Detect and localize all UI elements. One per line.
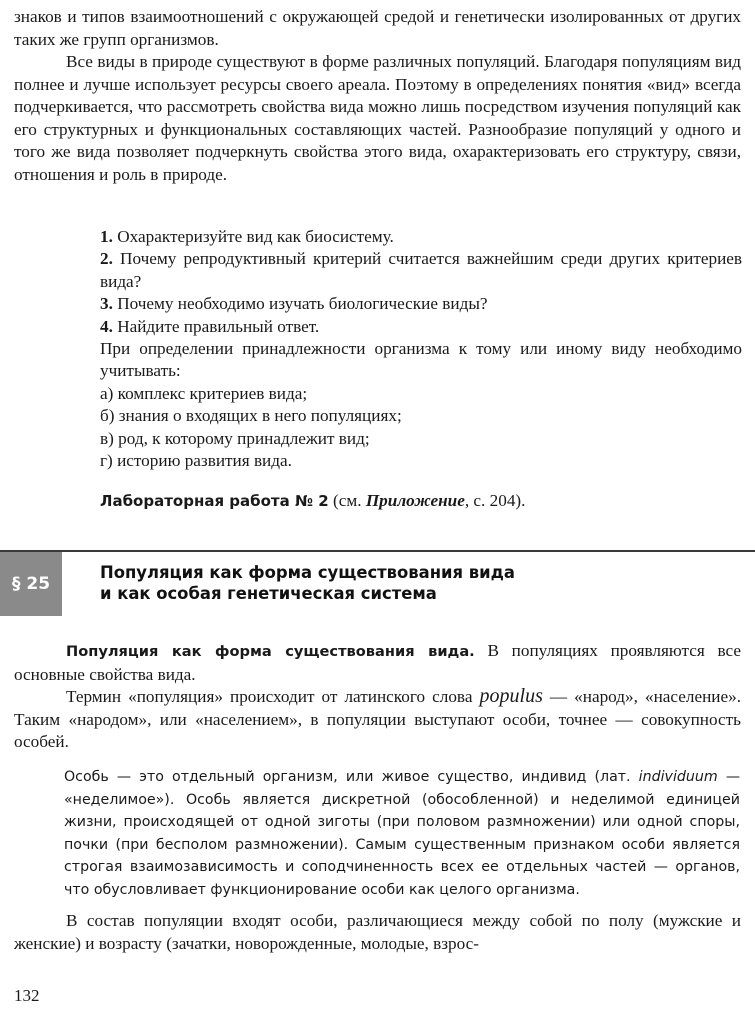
question-number: 4. [100,316,113,336]
question-text: Почему репродуктивный критерий считается важнейшим среди других критериев вида? [100,249,743,291]
question-number: 2. [100,249,113,269]
task-option-d: г) историю развития вида. [100,451,292,471]
definition-text: Особь — это отдельный организм, или живое существо, индивид (лат. [64,769,631,785]
question-text: Охарактеризуйте вид как биосистему. [117,227,394,246]
question-3 [100,293,742,315]
section-title-line-1: Популяция как форма существования вида [100,563,515,582]
paragraph-text: В популяциях проявляются все основные свойства вида. [14,641,741,684]
paragraph-population-form [14,640,741,686]
question-number: 3. [100,294,113,314]
task-stem: При определении принадлежности организма к тому или иному виду необходимо учитывать: [100,339,742,381]
question-2 [100,248,742,293]
lab-ref-close: , с. 204). [464,491,526,510]
question-4 [100,316,742,338]
paragraph-text: Термин «популяция» происходит от латинского слова [66,687,473,706]
definition-individual [64,766,740,902]
lab-appendix-link: Приложение [365,491,465,510]
section-title [100,562,515,604]
paragraph-text: — «народ», «население». Таким «народом», или «населением», в популяции выступают особи, точнее — совокупность особей. [14,687,741,751]
section-header [0,550,755,616]
review-questions [100,226,742,472]
paragraph-continued: знаков и типов взаимоотношений с окружающей средой и генетически изолированных от других таких же групп организмов. [14,7,741,49]
page-number: 132 [14,986,40,1005]
section-title-line-2: и как особая генетическая система [100,584,437,603]
lab-work-title: Лабораторная работа № 2 [100,492,329,510]
paragraph-species-populations: Все виды в природе существуют в форме различных популяций. Благодаря популяциям вид полнее и лучше использует ресурсы своего ареала. Поэтому в определениях понятия «вид» всегда подчеркивается, что рассмотреть свойства вида можно лишь посредством изучения популяций как его структурных и функциональных составляющих частей. Разнообразие популяций у одного и того же вида позволяет подчеркнуть свойства этого вида, охарактеризовать его структуру, связи, отношения и роль в природе. [14,52,741,184]
run-in-heading: Популяция как форма существования вида. [66,643,475,660]
latin-term: individuum [638,769,718,785]
task-option-b: б) знания о входящих в него популяциях; [100,406,402,426]
section-number-badge: § 25 [0,552,62,616]
question-1 [100,226,742,248]
section-divider [0,550,755,552]
task-option-c: в) род, к которому принадлежит вид; [100,428,370,448]
question-number: 1. [100,227,113,246]
question-text: Почему необходимо изучать биологические виды? [117,294,488,314]
latin-term: populus [479,685,543,707]
lab-work-reference [100,490,525,512]
paragraph-term-population [14,685,741,754]
task-option-a: а) комплекс критериев вида; [100,383,308,403]
paragraph-population-composition: В состав популяции входят особи, различающиеся между собой по полу (мужские и женские) и возрасту (зачатки, новорожденные, молодые, взрос- [14,911,741,953]
question-text: Найдите правильный ответ. [117,316,320,336]
definition-text: — «неделимое»). Особь является дискретной (обособленной) и неделимой единицей жизни, происходящей от одной зиготы (при половом размножении) или одной споры, почки (при бесполом размножении). Самым существенным признаком особи является строгая взаимозависимость и соподчиненность всех ее отдельных частей — органов, что обусловливает функционирование особи как целого организма. [64,769,741,898]
lab-ref-open: (см. [332,491,362,510]
